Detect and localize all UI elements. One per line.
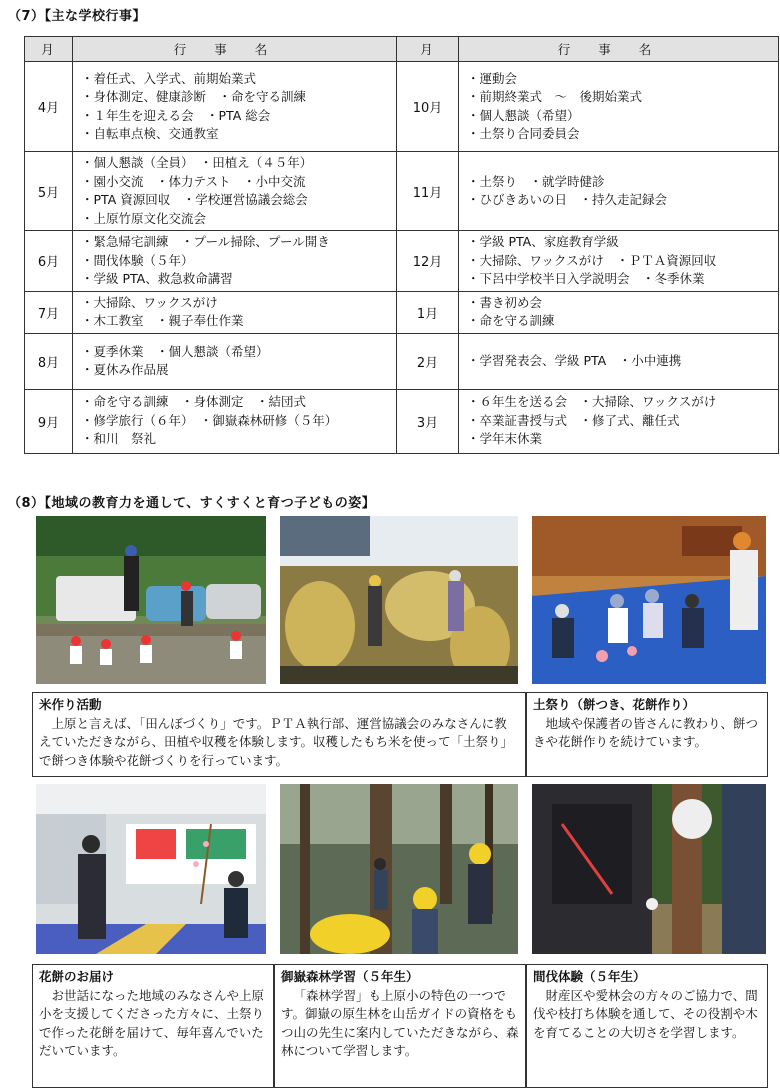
event-item: ・学年末休業	[467, 431, 543, 447]
caption-hanamochi-delivery	[32, 964, 274, 1088]
events-cell	[459, 231, 779, 292]
month-cell: 6月	[25, 231, 73, 292]
photo-thinning-experience	[532, 784, 766, 954]
event-item: ・着任式、入学式、前期始業式	[81, 70, 257, 86]
header-events-left: 行事名	[73, 37, 397, 62]
caption-rice-farming	[32, 692, 526, 777]
event-item: ・身体測定、健康診断 ・命を守る訓練	[81, 89, 307, 104]
event-item: ・PTA 資源回収 ・学校運営協議会総会	[81, 192, 308, 207]
caption-forest-study	[274, 964, 526, 1088]
header-month-right: 月	[397, 37, 459, 62]
caption-title: 御嶽森林学習（５年生）	[281, 969, 419, 984]
month-cell: 1月	[397, 291, 459, 333]
events-cell	[459, 291, 779, 333]
events-cell	[459, 333, 779, 389]
month-cell: 10月	[397, 62, 459, 152]
caption-body: 「森林学習」も上原小の特色の一つです。御嶽の原生林を山岳ガイドの資格をもつ山の先生に案内していただきながら、森林について学習します。	[281, 987, 519, 1058]
month-cell: 9月	[25, 389, 73, 453]
caption-earth-festival	[526, 692, 768, 777]
event-item: ・園小交流 ・体力テスト ・小中交流	[81, 173, 306, 189]
caption-title: 土祭り（餅つき、花餅作り）	[533, 697, 696, 712]
events-cell	[73, 333, 397, 389]
event-item: ・夏休み作品展	[81, 362, 169, 377]
section-8-heading: （8）【地域の教育力を通して、すくすくと育つ子どもの姿】	[8, 496, 376, 511]
caption-body: 地域や保護者の皆さんに教わり、餅つきや花餅作りを続けています。	[533, 715, 759, 749]
event-item: ・土祭り ・就学時健診	[467, 173, 605, 189]
month-cell: 8月	[25, 333, 73, 389]
events-cell	[73, 291, 397, 333]
event-item: ・和川 祭礼	[81, 431, 157, 447]
event-item: ・命を守る訓練	[467, 313, 555, 328]
photo-rice-planting	[36, 516, 266, 684]
table-header-row	[25, 37, 779, 62]
table-row	[25, 62, 779, 152]
caption-body: お世話になった地域のみなさんや上原小を支援してくださった方々に、土祭りで作った花餅を届けて、毎年喜んでいただいています。	[39, 987, 265, 1058]
event-item: ・夏季休業 ・個人懇談（希望）	[81, 343, 269, 359]
event-item: ・命を守る訓練 ・身体測定 ・結団式	[81, 394, 307, 410]
events-cell	[459, 62, 779, 152]
event-item: ・修学旅行（６年） ・御嶽森林研修（５年）	[81, 412, 338, 428]
month-cell: 7月	[25, 291, 73, 333]
event-item: ・学級 PTA、救急救命講習	[81, 271, 233, 286]
header-month-left: 月	[25, 37, 73, 62]
caption-body: 上原と言えば、「田んぼづくり」です。ＰＴＡ執行部、運営協議会のみなさんに教えていただきながら、田植や収穫を体験します。収穫したもち米を使って「土祭り」で餅つき体験や花餅づくりを行っています。	[39, 715, 514, 768]
event-item: ・緊急帰宅訓練 ・プール掃除、プール開き	[81, 234, 330, 249]
events-cell	[73, 389, 397, 453]
event-item: ・書き初め会	[467, 294, 543, 310]
event-item: ・上原竹原文化交流会	[81, 210, 207, 226]
events-cell	[73, 231, 397, 292]
event-item: ・６年生を送る会 ・大掃除、ワックスがけ	[467, 394, 717, 410]
events-cell	[459, 152, 779, 231]
caption-thinning-experience	[526, 964, 768, 1088]
month-cell: 2月	[397, 333, 459, 389]
events-cell	[73, 62, 397, 152]
event-item: ・学級 PTA、家庭教育学級	[467, 234, 619, 249]
event-item: ・木工教室 ・親子奉仕作業	[81, 313, 244, 328]
event-item: ・前期終業式 ～ 後期始業式	[467, 89, 643, 104]
table-row	[25, 291, 779, 333]
month-cell: 11月	[397, 152, 459, 231]
photo-mochi-festival	[532, 516, 766, 684]
photo-forest-study	[280, 784, 518, 954]
month-cell: 12月	[397, 231, 459, 292]
caption-title: 間伐体験（５年生）	[533, 969, 646, 984]
table-row	[25, 333, 779, 389]
caption-title: 花餅のお届け	[39, 969, 115, 984]
event-item: ・大掃除、ワックスがけ ・ＰＴＡ資源回収	[467, 252, 717, 268]
event-item: ・ひびきあいの日 ・持久走記録会	[467, 192, 668, 207]
event-item: ・１年生を迎える会 ・PTA 総会	[81, 107, 271, 123]
table-row	[25, 152, 779, 231]
month-cell: 5月	[25, 152, 73, 231]
event-item: ・卒業証書授与式 ・修了式、離任式	[467, 412, 680, 428]
event-item: ・間伐体験（５年）	[81, 252, 194, 268]
events-cell	[459, 389, 779, 453]
event-item: ・自転車点検、交通教室	[81, 126, 219, 141]
month-cell: 4月	[25, 62, 73, 152]
events-cell	[73, 152, 397, 231]
school-events-table	[24, 36, 779, 454]
table-row	[25, 231, 779, 292]
event-item: ・学習発表会、学級 PTA ・小中連携	[467, 352, 682, 368]
event-item: ・下呂中学校半日入学説明会 ・冬季休業	[467, 271, 705, 286]
photo-rice-harvest	[280, 516, 518, 684]
caption-body: 財産区や愛林会の方々のご協力で、間伐や枝打ち体験を通して、その役割や木を育てることの大切さを学習します。	[533, 987, 758, 1040]
table-row	[25, 389, 779, 453]
section-7-heading: （7）【主な学校行事】	[8, 9, 147, 24]
event-item: ・個人懇談（希望）	[467, 107, 580, 123]
caption-title: 米作り活動	[39, 697, 102, 712]
event-item: ・個人懇談（全員） ・田植え（４５年）	[81, 155, 313, 170]
photo-hanamochi-delivery	[36, 784, 266, 954]
event-item: ・運動会	[467, 70, 518, 86]
header-events-right: 行事名	[459, 37, 779, 62]
event-item: ・土祭り合同委員会	[467, 126, 580, 141]
month-cell: 3月	[397, 389, 459, 453]
event-item: ・大掃除、ワックスがけ	[81, 294, 218, 310]
